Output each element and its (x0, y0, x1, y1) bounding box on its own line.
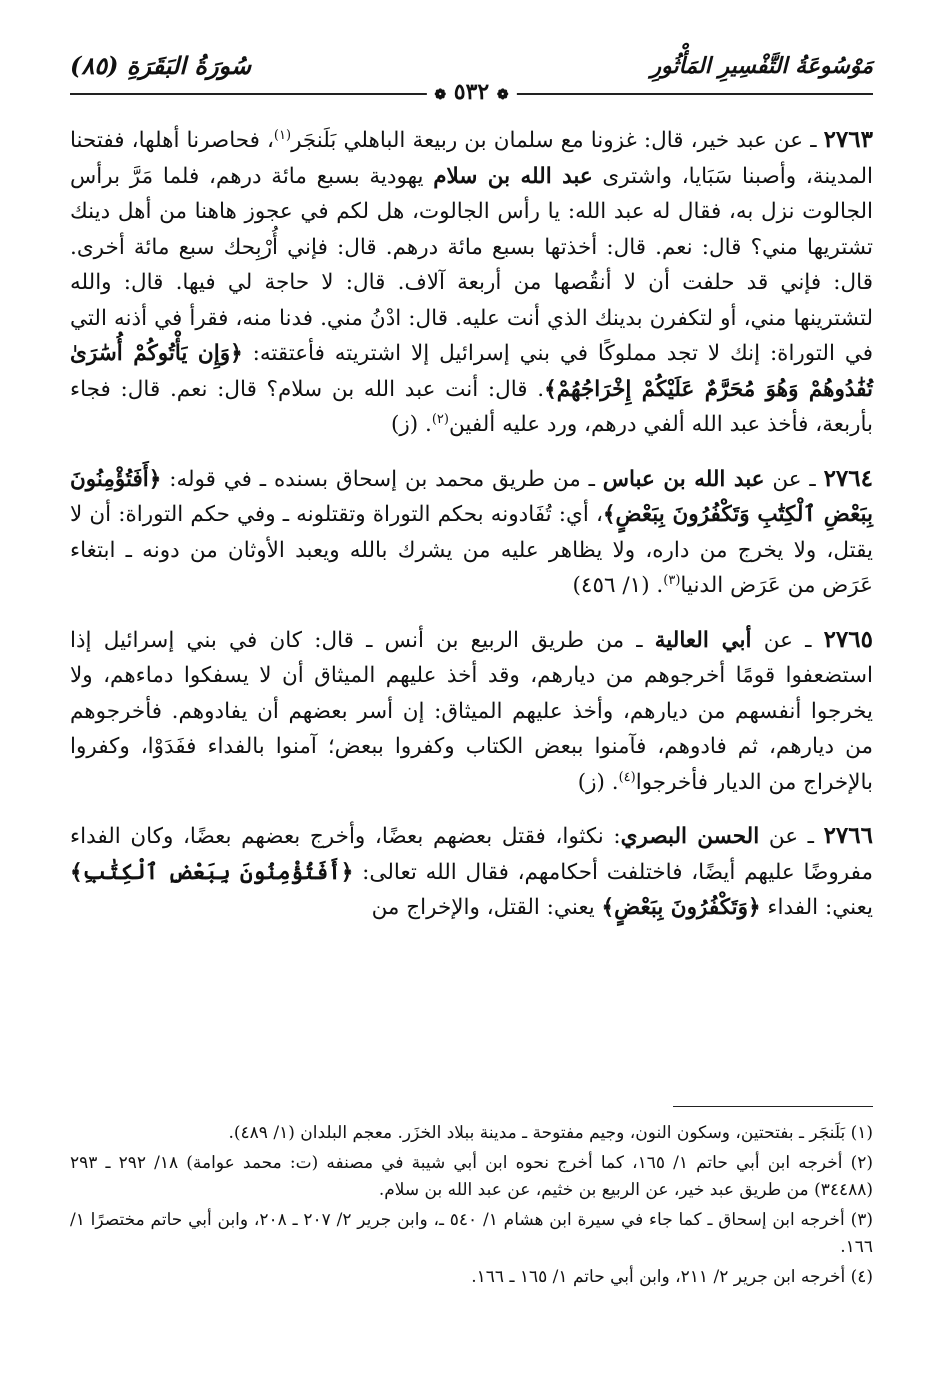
footnote-4: (٤) أخرجه ابن جرير ٢/ ٢١١، وابن أبي حاتم ١/ ١٦٥ ـ ١٦٦. (471, 1267, 873, 1287)
entry-text: . (١/ ٤٥٦) (572, 573, 664, 598)
entry-2766 (70, 818, 873, 926)
quran-verse: ﴿وَتَكْفُرُونَ بِبَعْضٍ﴾ (601, 895, 761, 920)
narrator-name: عبد الله بن عباس (602, 466, 765, 492)
entry-text: ـ عن (764, 466, 824, 492)
book-title: مَوْسُوعَةُ التَّفْسِيرِ المَأْثُورِ (650, 53, 873, 79)
footnote-rule (673, 1106, 873, 1107)
entry-text: ـ من طريق الربيع بن أنس ـ قال: كان في بني إسرائيل إذا استضعفوا قومًا أخرجوهم من ديارهم، وقد أخذ عليهم الميثاق أن لا يسفكوا دماءهم، ولا يخرجوا أنفسهم من ديارهم، وأخذ عليهم الميثاق: إن أسر بعضهم أن يفادوهم. فأخرجوهم من ديارهم، ثم فادوهم، فآمنوا ببعض الكتاب وكفروا ببعض؛ آمنوا بالفداء ففَدَوْا، وكفروا بالإخراج من الديار فأخرجوا (70, 627, 873, 795)
entry-text: ـ عن (751, 627, 824, 653)
footnote-1: (١) بَلَنجَر ـ بفتحتين، وسكون النون، وجيم مفتوحة ـ مدينة ببلاد الخزَر. معجم البلدان (١/ ٤٨٩). (228, 1123, 873, 1143)
entry-text: يهودية بسبع مائة درهم، فلما مَرَّ برأس الجالوت نزل به، فقال له عبد الله: يا رأس الجالوت، هل لكم في عجوز هاهنا من أهل دينك تشتريها مني؟ قال: نعم. قال: أخذتها بسبع مائة درهم. قال: فإني أُرْبِحك سبع مائة أخرى. قال: فإني قد حلفت أن لا أنقُصها من أربعة آلاف. قال: لا حاجة لي فيها. قال: والله لتشترينها مني، أو لتكفرن بدينك الذي أنت عليه. قال: ادْنُ مني. فدنا منه، فقرأ في أذنه التي في التوراة: إنك لا تجد مملوكًا في بني إسرائيل إلا اشتريته فأعتقته: (70, 163, 874, 366)
entry-text: يعني: الفداء (760, 895, 873, 920)
entry-text: ـ عن عبد خير، قال: غزونا مع سلمان بن ربيعة الباهلي بَلَنجَر (291, 128, 824, 153)
entry-text: ـ من طريق محمد بن إسحاق بسنده ـ في قوله: (161, 466, 603, 492)
page-number: ٥٣٢ (453, 79, 490, 105)
footnote-ref[interactable]: (٢) (431, 411, 449, 427)
page-header (70, 45, 873, 105)
footnote-ref[interactable]: (٣) (663, 572, 681, 588)
footnote-2: (٢) أخرجه ابن أبي حاتم ١/ ١٦٥، كما أخرج نحوه ابن أبي شيبة في مصنفه (ت: محمد عوامة) ١٨/ ٢٩٢ ـ ٢٩٣ (٣٤٤٨٨) من طريق عبد خير، عن الربيع بن خثيم، عن عبد الله بن سلام. (70, 1153, 873, 1200)
entry-number: ٢٧٦٥ (823, 625, 873, 653)
footnote-ref[interactable]: (٤) (618, 769, 636, 785)
narrator-name: الحسن البصري (620, 824, 760, 849)
entry-2763 (70, 122, 873, 443)
narrator-name: عبد الله بن سلام (433, 163, 593, 189)
surah-label: سُورَةُ البَقَرَةِ (٨٥) (70, 51, 252, 80)
entry-number: ٢٧٦٦ (823, 822, 873, 849)
entry-text: . (ز) (577, 769, 619, 795)
entry-2764 (70, 461, 873, 604)
narrator-name: أبي العالية (654, 627, 752, 653)
footnote-3: (٣) أخرجه ابن إسحاق ـ كما جاء في سيرة ابن هشام ١/ ٥٤٠ ـ، وابن جرير ٢/ ٢٠٧ ـ ٢٠٨، وابن أبي حاتم مختصرًا ١/ ١٦٦. (70, 1210, 873, 1257)
entry-2765 (70, 622, 873, 801)
entry-text: . (ز) (391, 412, 432, 437)
main-text (70, 122, 873, 926)
entry-text: ـ عن (759, 824, 824, 849)
entry-number: ٢٧٦٤ (823, 464, 873, 492)
ornament-icon: ❁ (496, 87, 509, 103)
entry-text: . قال: أنت عبد الله بن سلام؟ قال: نعم. قال: فجاء بأربعة، فأخذ عبد الله ألفي درهم، ورد عليه ألفين (70, 376, 873, 437)
quran-verse: ﴿أَفَتُؤْمِنُونَ بِبَعْضِ ٱلْكِتَٰبِ وَتَكْفُرُونَ بِبَعْضٍ﴾ (70, 466, 873, 527)
footnotes (70, 1120, 873, 1294)
footnote-ref[interactable]: (١) (273, 127, 292, 143)
entry-text: : نكثوا، فقتل بعضهم بعضًا، وأخرج بعضهم بعضًا، وكان الفداء مفروضًا عليهم أيضًا، فاختلفت أحكامهم، فقال الله تعالى: (70, 824, 873, 885)
quran-verse: ﴿أَفَتُؤْمِنُونَ بِبَعْضِ ٱلْكِتَٰبِ﴾ (70, 859, 354, 885)
entry-text: ، أي: تُفَادونه بحكم التوراة وتقتلونه ـ وفي حكم التوراة: أن لا يقتل، ولا يخرج من داره، ولا يظاهر عليه من يشرك بالله ويعبد الأوثان من دونه ـ ابتغاء عَرَض من عَرَض الدنيا (70, 502, 873, 598)
entry-text: ، فحاصرنا أهلها، ففتحنا المدينة، وأصبنا سَبَايا، واشترى (70, 128, 874, 189)
ornament-icon: ❁ (434, 87, 447, 103)
quran-verse: ﴿وَإِن يَأْتُوكُمْ أُسَٰرَىٰ تُفَٰدُوهُمْ وَهُوَ مُحَرَّمٌ عَلَيْكُمْ إِخْرَاجُهُمْ﴾ (70, 341, 873, 402)
entry-number: ٢٧٦٣ (823, 126, 873, 153)
entry-text: يعني: القتل، والإخراج من (371, 895, 602, 920)
page-number-block (426, 79, 516, 105)
